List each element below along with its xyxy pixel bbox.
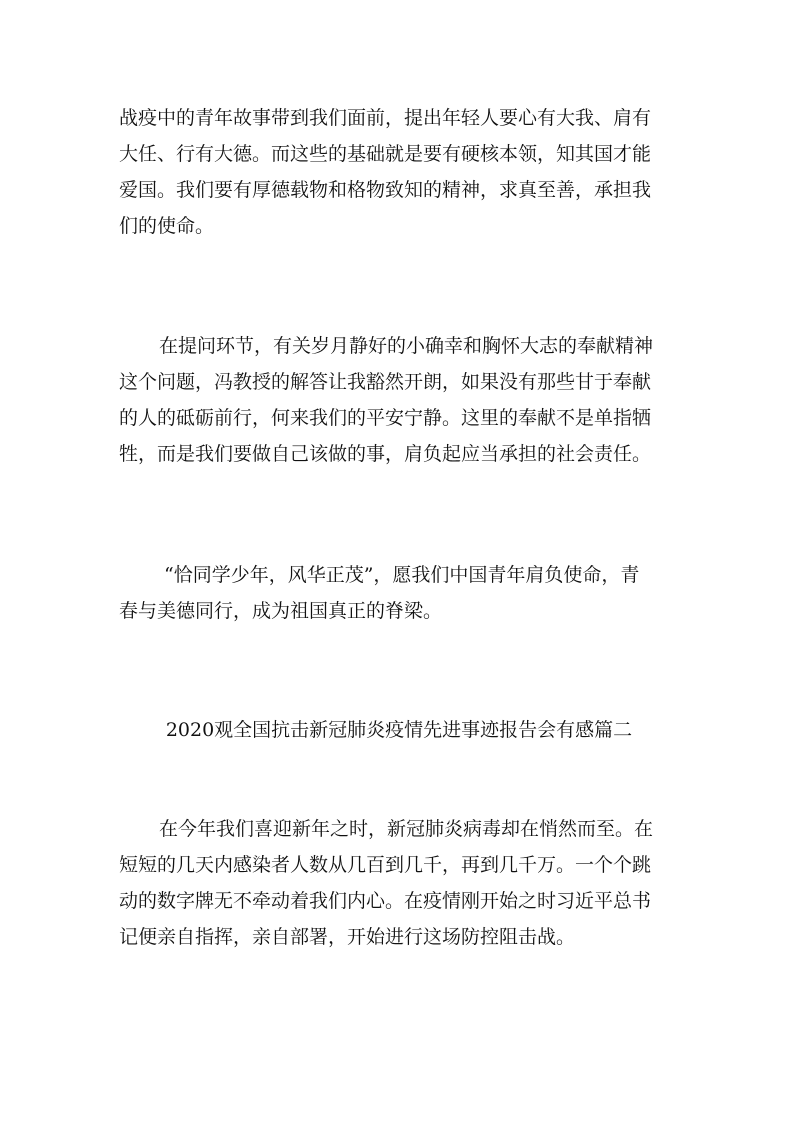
paragraph-1 bbox=[119, 100, 679, 244]
paragraph-3 bbox=[119, 557, 679, 629]
paragraph-line: 爱国。我们要有厚德载物和格物致知的精神，求真至善，承担我 bbox=[119, 179, 652, 201]
paragraph-line: “恰同学少年，风华正茂”，愿我们中国青年肩负使命，青 bbox=[164, 564, 640, 586]
paragraph-line: 这个问题，冯教授的解答让我豁然开朗，如果没有那些甘于奉献 bbox=[119, 371, 652, 393]
paragraph-line: 大任、行有大德。而这些的基础就是要有硬核本领，知其国才能 bbox=[119, 143, 652, 165]
section-heading: 2020观全国抗击新冠肺炎疫情先进事迹报告会有感篇二 bbox=[165, 719, 633, 741]
paragraph-line: 春与美德同行，成为祖国真正的脊梁。 bbox=[119, 600, 443, 622]
paragraph-line: 战疫中的青年故事带到我们面前，提出年轻人要心有大我、肩有 bbox=[119, 107, 652, 129]
paragraph-2 bbox=[119, 328, 679, 472]
paragraph-line: 动的数字牌无不牵动着我们内心。在疫情刚开始之时习近平总书 bbox=[119, 890, 652, 912]
paragraph-4 bbox=[119, 811, 679, 955]
paragraph-line: 们的使命。 bbox=[119, 215, 215, 237]
paragraph-line: 牲，而是我们要做自己该做的事，肩负起应当承担的社会责任。 bbox=[119, 443, 652, 465]
paragraph-line: 的人的砥砺前行，何来我们的平安宁静。这里的奉献不是单指牺 bbox=[119, 407, 652, 429]
paragraph-line: 记便亲自指挥，亲自部署，开始进行这场防控阻击战。 bbox=[119, 926, 576, 948]
paragraph-line: 在提问环节，有关岁月静好的小确幸和胸怀大志的奉献精神 bbox=[159, 335, 654, 357]
paragraph-line: 在今年我们喜迎新年之时，新冠肺炎病毒却在悄然而至。在 bbox=[159, 818, 654, 840]
paragraph-line: 短短的几天内感染者人数从几百到几千，再到几千万。一个个跳 bbox=[119, 854, 652, 876]
